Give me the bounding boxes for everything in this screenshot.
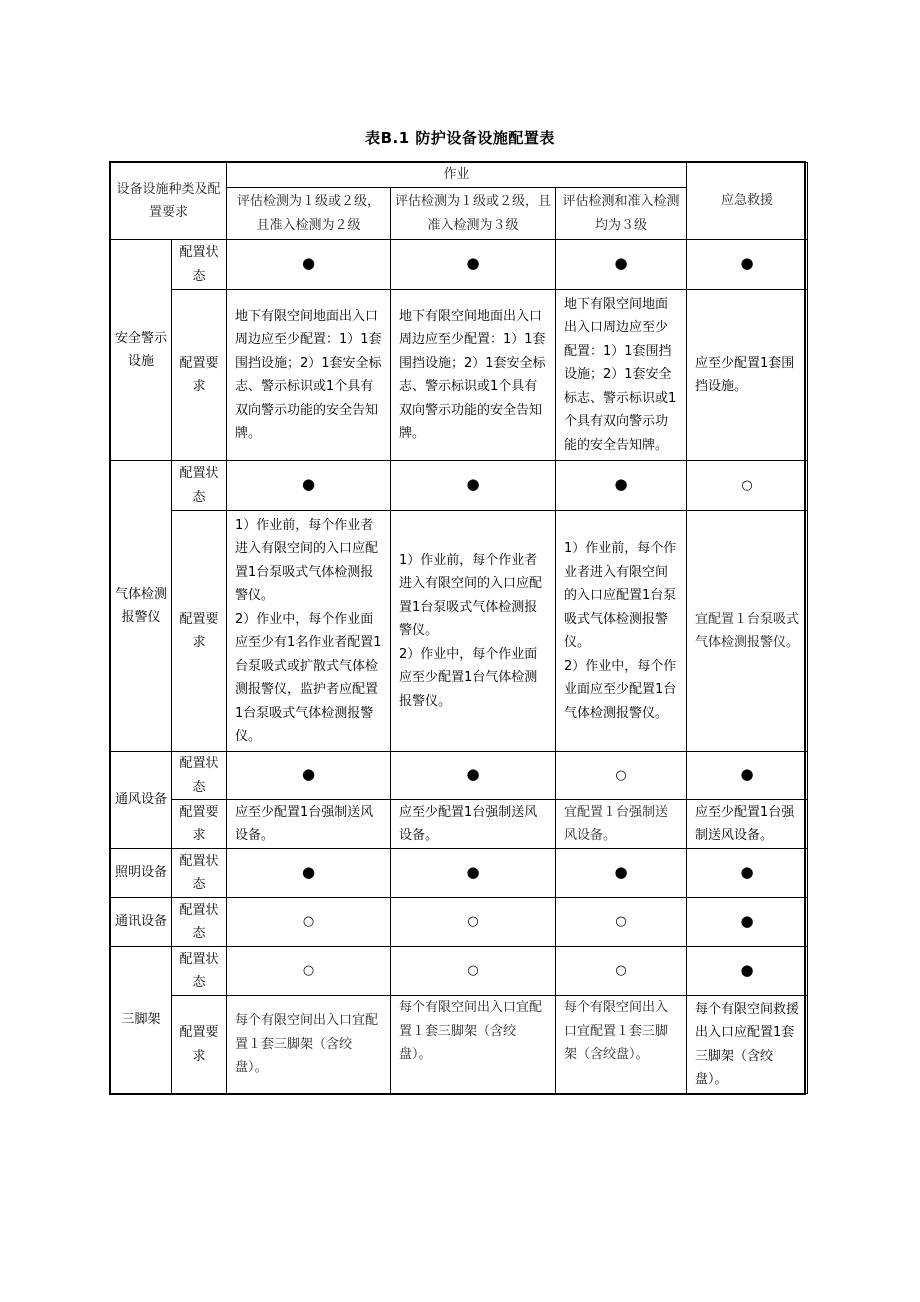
status-symbol: ○ — [615, 963, 627, 979]
status-symbol: ● — [740, 862, 754, 881]
label-config-requirement: 配置要求 — [172, 800, 227, 849]
requirement-cell: 宜配置１台强制送风设备。 — [556, 800, 687, 849]
requirement-cell — [556, 511, 687, 752]
status-symbol: ○ — [615, 767, 627, 783]
header-col-1: 评估检测为１级或２级，且准入检测为２级 — [227, 188, 391, 240]
status-symbol: ● — [614, 862, 628, 881]
status-symbol: ○ — [467, 914, 479, 930]
requirement-item: 2）作业中，每个作业面应至少有1名作业者配置1台泵吸式或扩散式气体检测报警仪，监护者应配置1台泵吸式气体检测报警仪。 — [235, 611, 382, 744]
header-operation: 作业 — [227, 163, 687, 188]
requirement-cell: 地下有限空间地面出入口周边应至少配置：1）1套围挡设施；2）1套安全标志、警示标识或1个具有双向警示功能的安全告知牌。 — [227, 290, 391, 461]
status-symbol: ○ — [302, 963, 315, 979]
label-config-requirement: 配置要求 — [172, 511, 227, 752]
status-symbol: ● — [301, 254, 316, 273]
table-title: 表B.1 防护设备设施配置表 — [365, 129, 555, 147]
requirement-item: 1）作业前，每个作业者进入有限空间的入口应配置1台泵吸式气体检测报警仪。 — [399, 552, 543, 639]
requirement-cell: 地下有限空间地面出入口周边应至少配置：1）1套围挡设施；2）1套安全标志、警示标识或1个具有双向警示功能的安全告知牌。 — [556, 290, 687, 461]
label-config-requirement: 配置要求 — [172, 290, 227, 461]
requirement-cell — [227, 511, 391, 752]
header-category: 设备设施种类及配置要求 — [111, 163, 227, 240]
status-symbol: ● — [301, 862, 316, 881]
status-symbol: ● — [614, 475, 628, 494]
requirement-cell: 宜配置１台泵吸式气体检测报警仪。 — [687, 511, 808, 752]
status-symbol: ● — [301, 475, 316, 494]
header-rescue: 应急救援 — [687, 163, 808, 240]
category-safety-warning: 安全警示设施 — [111, 240, 172, 461]
requirement-cell: 每个有限空间出入口宜配置１套三脚架（含绞盘）。 — [556, 996, 687, 1094]
label-config-status: 配置状态 — [172, 240, 227, 290]
status-symbol: ○ — [741, 477, 753, 493]
status-symbol: ● — [466, 254, 480, 273]
category-gas-detector: 气体检测报警仪 — [111, 461, 172, 752]
requirement-cell: 地下有限空间地面出入口周边应至少配置：1）1套围挡设施；2）1套安全标志、警示标识或1个具有双向警示功能的安全告知牌。 — [391, 290, 556, 461]
requirement-cell: 每个有限空间出入口宜配置１套三脚架（含绞盘）。 — [227, 996, 391, 1094]
requirement-cell — [391, 511, 556, 752]
status-symbol: ● — [740, 254, 754, 273]
label-config-status: 配置状态 — [172, 947, 227, 996]
requirement-cell: 应至少配置1台强制送风设备。 — [687, 800, 808, 849]
protective-equipment-table — [110, 162, 808, 1094]
requirement-item: 2）作业中，每个作业面应至少配置1台气体检测报警仪。 — [564, 658, 677, 721]
category-communication: 通讯设备 — [111, 898, 172, 947]
header-col-3: 评估检测和准入检测均为３级 — [556, 188, 687, 240]
label-config-status: 配置状态 — [172, 752, 227, 800]
requirement-cell: 每个有限空间救援出入口应配置1套三脚架（含绞盘）。 — [687, 996, 808, 1094]
status-symbol: ● — [301, 765, 316, 784]
label-config-requirement: 配置要求 — [172, 996, 227, 1094]
status-symbol: ● — [466, 862, 480, 881]
status-symbol: ● — [740, 960, 754, 979]
requirement-cell: 应至少配置1台强制送风设备。 — [227, 800, 391, 849]
label-config-status: 配置状态 — [172, 461, 227, 511]
status-symbol: ● — [466, 765, 480, 784]
category-ventilation: 通风设备 — [111, 752, 172, 849]
status-symbol: ● — [466, 475, 480, 494]
label-config-status: 配置状态 — [172, 849, 227, 898]
header-col-2: 评估检测为１级或２级，且准入检测为３级 — [391, 188, 556, 240]
requirement-item: 1）作业前，每个作业者进入有限空间的入口应配置1台泵吸式气体检测报警仪。 — [564, 541, 677, 650]
category-tripod: 三脚架 — [111, 947, 172, 1094]
requirement-cell: 每个有限空间出入口宜配置１套三脚架（含绞盘）。 — [391, 996, 556, 1094]
requirement-cell: 应至少配置1台强制送风设备。 — [391, 800, 556, 849]
requirement-item: 2）作业中，每个作业面应至少配置1台气体检测报警仪。 — [399, 646, 538, 709]
status-symbol: ○ — [302, 914, 315, 930]
requirement-cell: 应至少配置1套围挡设施。 — [687, 290, 808, 461]
category-lighting: 照明设备 — [111, 849, 172, 898]
status-symbol: ● — [740, 765, 754, 784]
status-symbol: ● — [740, 911, 754, 930]
label-config-status: 配置状态 — [172, 898, 227, 947]
status-symbol: ○ — [467, 963, 479, 979]
status-symbol: ● — [614, 254, 628, 273]
status-symbol: ○ — [615, 914, 627, 930]
requirement-item: 1）作业前，每个作业者进入有限空间的入口应配置1台泵吸式气体检测报警仪。 — [235, 517, 379, 603]
